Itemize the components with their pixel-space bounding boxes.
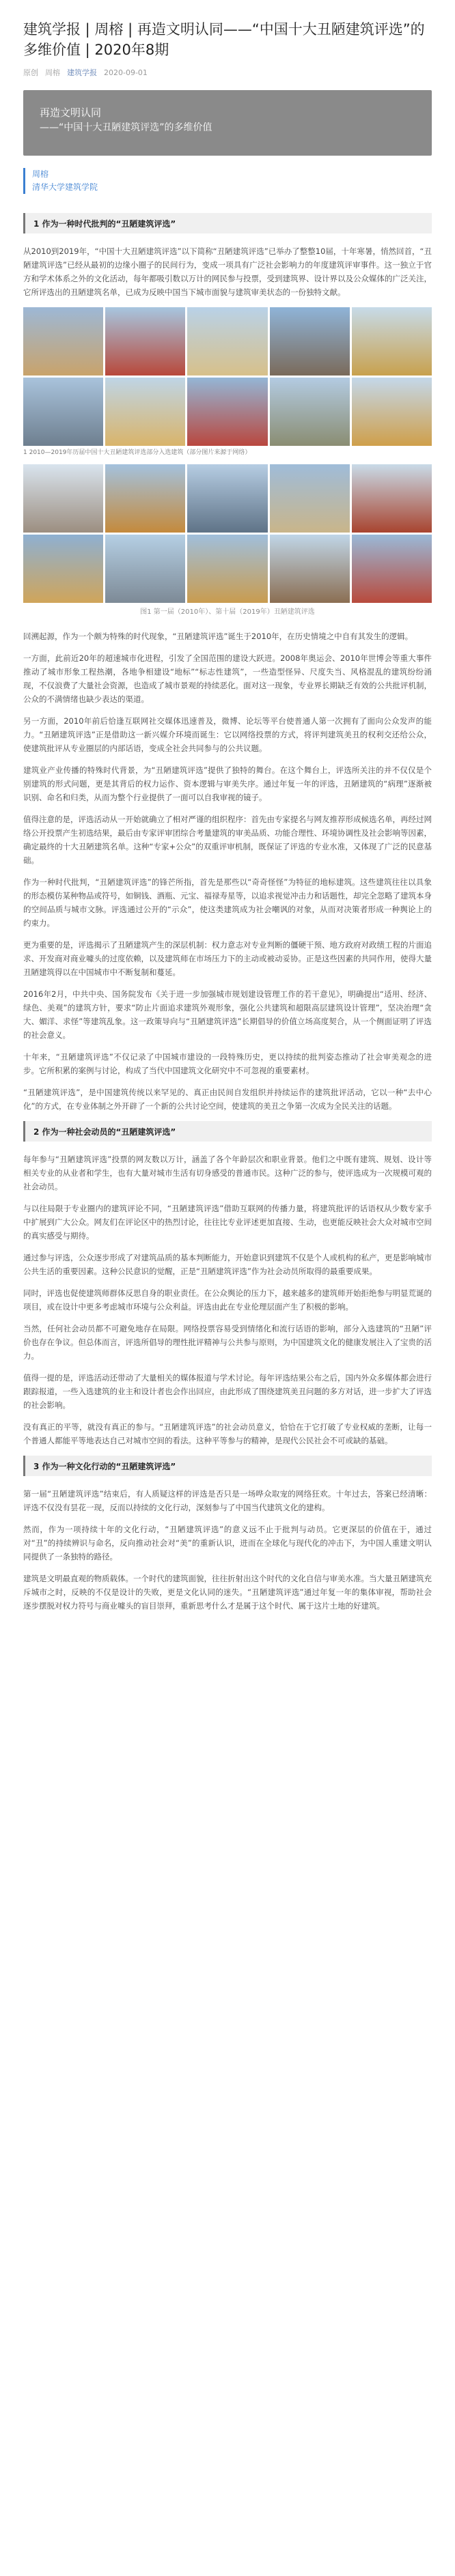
account-link[interactable]: 建筑学报 (67, 68, 97, 77)
building-photo (187, 464, 267, 533)
building-photo (270, 378, 350, 446)
banner-line-2: ——“中国十大丑陋建筑评选”的多维价值 (40, 122, 212, 133)
paragraph: 从2010到2019年，“中国十大丑陋建筑评选”以下简称“丑陋建筑评选”已举办了整整10届，十年寒暑，悄然回首，“丑陋建筑评选”已经从最初的边缘小圈子的民间行为，变成一项具有广泛社会影响力的年度建筑评审事件。这一独立于官方和学术体系之外的文化活动，每年都吸引数以万计的网民参与投票，受到建筑界、设计界以及公众媒体的广泛关注，它所评选出的丑陋建筑名单，已成为反映中国当下城市面貌与建筑审美状态的一份独特文献。 (23, 246, 432, 297)
paragraph: 同时，评选也促使建筑师群体反思自身的职业责任。在公众舆论的压力下，越来越多的建筑师开始拒绝参与明显荒诞的项目，或在设计中更多考虑城市环境与公众利益。评选由此在专业伦理层面产生了积极的影响。 (23, 1288, 432, 1312)
figure-caption: 图1 第一届（2010年）、第十届（2019年）丑陋建筑评选 (140, 608, 315, 616)
building-photo (105, 378, 185, 446)
paragraph: 值得注意的是，评选活动从一开始就确立了相对严谨的组织程序：首先由专家提名与网友推荐形成候选名单，再经过网络公开投票产生初选结果，最后由专家评审团综合考量建筑的审美品质、功能合理性、环境协调性及社会影响等因素，确定最终的十大丑陋建筑名单。这种“专家+公众”的双重评审机制，既保证了评选的专业水准，又体现了广泛的民意基础。 (23, 815, 432, 865)
paragraph: 一方面，此前近20年的超速城市化进程，引发了全国范围的建设大跃进。2008年奥运会、2010年世博会等重大事件推动了城市形象工程热潮，各地争相建设“地标”“标志性建筑”，一些造型怪异、尺度失当、风格混乱的建筑纷纷涌现，不仅浪费了大量社会资源，也造成了城市景观的持续恶化。面对这一现象，专业界长期缺乏有效的公共批评机制，公众的不满情绪也缺少表达的渠道。 (23, 653, 432, 704)
building-photo (23, 378, 103, 446)
paragraph: 然而，作为一项持续十年的文化行动，“丑陋建筑评选”的意义远不止于批判与动员。它更深层的价值在于，通过对“丑”的持续辨识与命名，反向推动社会对“美”的重新认识，进而在全球化与现代化的冲击下，为中国人重建文明认同提供了一条独特的路径。 (23, 1525, 432, 1561)
building-photo (352, 464, 432, 533)
building-photo (270, 535, 350, 603)
building-photo (23, 464, 103, 533)
building-photo (352, 307, 432, 376)
article-meta (23, 67, 432, 78)
author-block (23, 168, 432, 194)
paragraph: 十年来，“丑陋建筑评选”不仅记录了中国城市建设的一段特殊历史，更以持续的批判姿态推动了社会审美观念的进步。它所积累的案例与讨论，构成了当代中国建筑文化研究中不可忽视的重要素材。 (23, 1052, 432, 1075)
paragraph: 值得一提的是，评选活动还带动了大量相关的媒体报道与学术讨论。每年评选结果公布之后，国内外众多媒体都会进行跟踪报道，一些入选建筑的业主和设计者也会作出回应，由此形成了围绕建筑美丑问题的多方对话，进一步扩大了评选的社会影响。 (23, 1373, 432, 1410)
title-banner (23, 90, 432, 156)
paragraph: 另一方面，2010年前后恰逢互联网社交媒体迅速普及，微博、论坛等平台使普通人第一次拥有了面向公众发声的能力。“丑陋建筑评选”正是借助这一新兴媒介环境而诞生：它以网络投票的方式，将评判建筑美丑的权利交还给公众，使建筑批评从专业圈层的内部话语，变成全社会共同参与的公共议题。 (23, 716, 432, 753)
building-photo (23, 535, 103, 603)
paragraph: 建筑业产业传播的特殊时代背景，为“丑陋建筑评选”提供了独特的舞台。在这个舞台上，评选所关注的并不仅仅是个别建筑的形式问题，更是其背后的权力运作、资本逻辑与审美失序。通过年复一年的评选，丑陋建筑的“病理”逐渐被识别、命名和归类，从而为整个行业提供了一面可以自我审视的镜子。 (23, 765, 432, 802)
paragraph: 回溯起源，作为一个颇为特殊的时代现象，“丑陋建筑评选”诞生于2010年，在历史情境之中自有其发生的逻辑。 (23, 632, 413, 641)
paragraph: “丑陋建筑评选”，是中国建筑传统以来罕见的、真正由民间自发组织并持续运作的建筑批评活动，它以一种“去中心化”的方式，在专业体制之外开辟了一个新的公共讨论空间，使建筑的美丑之争第一次成为全民关注的话题。 (23, 1088, 432, 1111)
building-photo (187, 378, 267, 446)
author-affiliation: 清华大学建筑学院 (32, 182, 98, 192)
publish-date: 2020-09-01 (104, 68, 148, 77)
article-title: 建筑学报 | 周榕 | 再造文明认同——“中国十大丑陋建筑评选”的多维价值 | 2020年8期 (23, 21, 425, 58)
building-photo (352, 378, 432, 446)
building-photo (105, 307, 185, 376)
building-photo (187, 535, 267, 603)
paragraph: 当然，任何社会动员都不可避免地存在局限。网络投票容易受到情绪化和流行话语的影响，部分入选建筑的“丑陋”评价也存在争议。但总体而言，评选所倡导的理性批评精神与公共参与原则，为中国建筑文化的健康发展注入了宝贵的活力。 (23, 1324, 432, 1361)
section-heading-1: 1 作为一种时代批判的“丑陋建筑评选” (23, 213, 432, 233)
paragraph: 2016年2月，中共中央、国务院发布《关于进一步加强城市规划建设管理工作的若干意见》，明确提出“适用、经济、绿色、美观”的建筑方针，要求“防止片面追求建筑外观形象，强化公共建筑和超限高层建筑设计管理”，坚决治理“贪大、媚洋、求怪”等建筑乱象。这一政策导向与“丑陋建筑评选”长期倡导的价值立场高度契合，从一个侧面证明了评选的社会意义。 (23, 989, 432, 1040)
section-heading-3: 3 作为一种文化行动的“丑陋建筑评选” (23, 1456, 432, 1476)
building-photo (270, 307, 350, 376)
paragraph: 每年参与“丑陋建筑评选”投票的网友数以万计，涵盖了各个年龄层次和职业背景。他们之中既有建筑、规划、设计等相关专业的从业者和学生，也有大量对城市生活有切身感受的普通市民。这种广泛的参与，使评选成为一次规模可观的社会动员。 (23, 1155, 432, 1191)
banner-line-1: 再造文明认同 (40, 107, 102, 119)
section-heading-2: 2 作为一种社会动员的“丑陋建筑评选” (23, 1121, 432, 1142)
paragraph: 通过参与评选，公众逐步形成了对建筑品质的基本判断能力，开始意识到建筑不仅是个人或机构的私产，更是影响城市公共生活的重要因素。这种公民意识的觉醒，正是“丑陋建筑评选”作为社会动员所取得的最重要成果。 (23, 1253, 432, 1276)
paragraph: 建筑是文明最直观的物质载体。一个时代的建筑面貌，往往折射出这个时代的文化自信与审美水准。当大量丑陋建筑充斥城市之时，反映的不仅是设计的失败，更是文化认同的迷失。“丑陋建筑评选”通过年复一年的集体审视，帮助社会逐步摆脱对权力符号与商业噱头的盲目崇拜，重新思考什么才是属于这个时代、属于这片土地的好建筑。 (23, 1574, 432, 1611)
author-block-name: 周榕 (32, 169, 49, 179)
paragraph: 与以往局限于专业圈内的建筑评论不同，“丑陋建筑评选”借助互联网的传播力量，将建筑批评的话语权从少数专家手中扩展到广大公众。网友们在评论区中的热烈讨论，往往比专业评述更加直接、生动，也更能反映社会大众对城市空间的真实感受与期待。 (23, 1204, 432, 1241)
building-photo (352, 535, 432, 603)
building-photo (270, 464, 350, 533)
paragraph: 没有真正的平等，就没有真正的参与。“丑陋建筑评选”的社会动员意义，恰恰在于它打破了专业权威的垄断，让每一个普通人都能平等地表达自己对城市空间的看法。这种平等参与的精神，是现代公民社会不可或缺的基础。 (23, 1422, 432, 1445)
building-photo-collage (23, 307, 432, 603)
collage-caption: 1 2010—2019年历届中国十大丑陋建筑评选部分入选建筑（部分图片来源于网络） (23, 449, 251, 456)
original-tag: 原创 (23, 68, 38, 77)
paragraph: 更为重要的是，评选揭示了丑陋建筑产生的深层机制：权力意志对专业判断的僵硬干预、地方政府对政绩工程的片面追求、开发商对商业噱头的过度依赖，以及建筑师在市场压力下的主动或被动妥协。正是这些因素的共同作用，使得大量丑陋建筑得以在中国城市中不断复制和蔓延。 (23, 940, 432, 977)
building-photo (105, 535, 185, 603)
building-photo (105, 464, 185, 533)
paragraph: 作为一种时代批判，“丑陋建筑评选”的锋芒所指，首先是那些以“奇奇怪怪”为特征的地标建筑。这些建筑往往以具象的形态模仿某种物品或符号，如铜钱、酒瓶、元宝、福禄寿星等，以追求视觉冲击力和话题性，却完全忽略了建筑本身的空间品质与城市文脉。评选通过公开的“示众”，使这类建筑成为社会嘲讽的对象，从而对决策者形成一种舆论上的约束力。 (23, 877, 432, 928)
building-photo (23, 307, 103, 376)
paragraph: 第一届“丑陋建筑评选”结束后，有人质疑这样的评选是否只是一场哗众取宠的网络狂欢。十年过去，答案已经清晰：评选不仅没有昙花一现，反而以持续的文化行动，深刻参与了中国当代建筑文化的建构。 (23, 1489, 432, 1512)
author-name: 周榕 (45, 68, 60, 77)
building-photo (187, 307, 267, 376)
